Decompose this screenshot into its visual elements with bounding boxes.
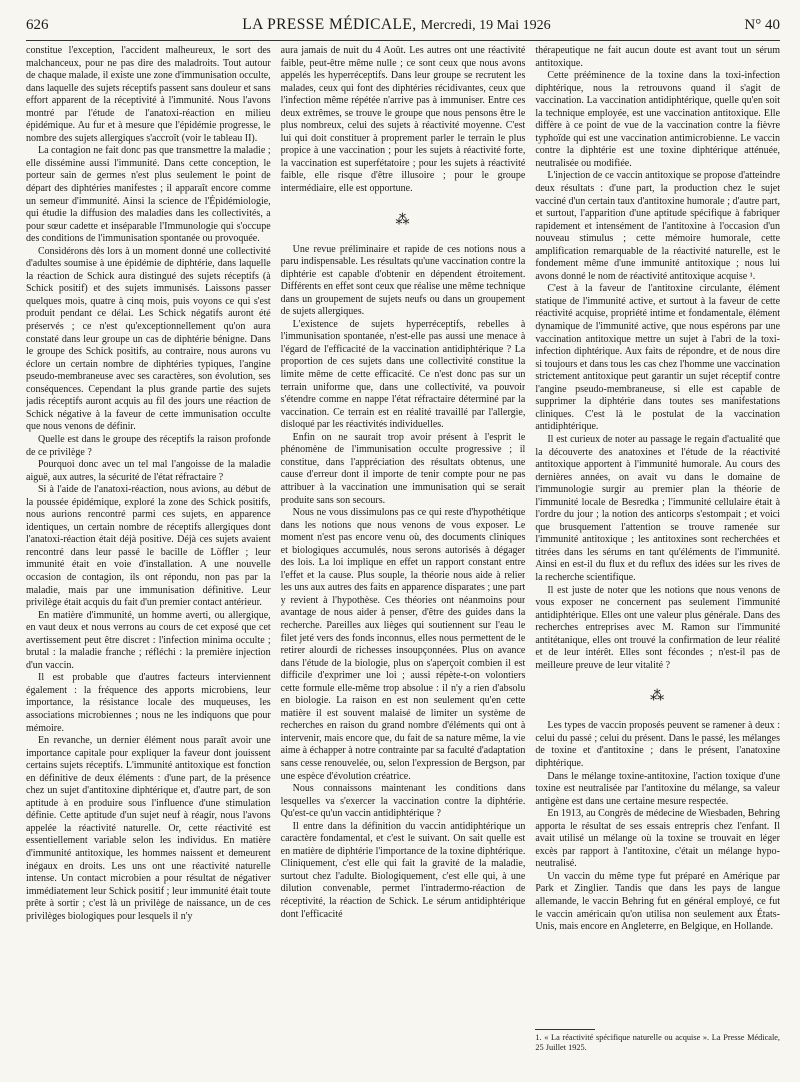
page-number: 626 (26, 17, 49, 33)
section-separator: ⁂ (650, 689, 666, 705)
paragraph: Nous ne vous dissimulons pas ce qui reste d'hypothétique dans les notions que nous venons de vous exposer. Le moment n'est pas encore venu où, des documents cliniques et biologiques accumulés, nous serons autorisés à dégager des lois. La loi implique en effet un rapport constant entre l'effet et la cause. Plus souple, la théorie nous aide à relier les uns aux autres des faits en apparence disparates ; une part y revient à l'hypothèse. Ces théories ont néanmoins pour avantage de nous aider à penser, d'être des guides dans la recherche. Pareilles aux lièges qui soutiennent sur l'eau le filet jeté vers des fonds inconnus, elles nous permettent de le retirer alourdi de richesses insoupçonnées. Plus on avance dans l'étude de la biologie, plus on s'aperçoit combien il est difficile d'exprimer une loi ; aussi répète-t-on volontiers cette formule elle-même trop absolue : il n'y a rien d'absolu en biologie. La raison en est non seulement qu'en cette matière il est souvent malaisé de limiter un système de recherches en raison du grand nombre d'éléments qui ont à intervenir, mais encore que, du fait de sa nature même, la vie aime à échapper à notre contrainte par sa faculté d'adaptation sans cesse renouvelée, ou, selon l'expression de Bergson, par une espèce d'évolution créatrice. (280, 507, 526, 782)
paragraph: Une revue préliminaire et rapide de ces notions nous a paru indispensable. Les résultats qu'une vaccination contre la diphtérie est capable d'obtenir en dépendent étroitement. Différents en effet sont ceux que réalise une même technique dans un groupement de sujets neufs ou dans un groupement de sujets allergiques. (280, 243, 526, 318)
paragraph: La contagion ne fait donc pas que transmettre la maladie ; elle dissémine aussi l'immunité. Dans cette conception, le porteur sain de germes n'est plus seulement le point de départ des diphtéries manifestes ; il apparaît encore comme un semeur d'immunité. Ainsi la science de l'Épidémiologie, qui étudie la diffusion des maladies dans les collectivités, a pour sœur cadette et inséparable l'Immunologie qui s'occupe des conditions de l'immunisation spontanée ou provoquée. (26, 145, 271, 245)
footnote (535, 1029, 780, 1053)
paragraph: Dans le mélange toxine-antitoxine, l'action toxique d'une toxine est neutralisée par l'antitoxine du mélange, sa valeur antigène est dans une certaine mesure respectée. (535, 770, 781, 807)
paragraph: Il est probable que d'autres facteurs interviennent également : la fréquence des apports microbiens, leur importance, la résistance locale des muqueuses, les associations microbiennes ; nous ne les indiquons que pour mémoire. (26, 672, 271, 734)
paragraph: Quelle est dans le groupe des réceptifs la raison profonde de ce privilège ? (26, 433, 271, 458)
column-2 (281, 45, 526, 1063)
paragraph: En revanche, un dernier élément nous paraît avoir une importance capitale pour expliquer la faveur dont jouissent certains sujets réceptifs. L'immunité antitoxique est fonction en définitive de deux éléments : d'une part, de la présence chez un sujet d'antitoxine diphtérique et, d'autre part, de son aptitude à en produire sous l'influence d'une stimulation définie. Cette aptitude d'un sujet neuf à réagir, nous l'avons appelée la réactivité naturelle. Or, cette réactivité est essentiellement variable selon les individus. En matière d'immunité antitoxique, les hommes naissent et demeurent inégaux en droits. Les uns ont une réactivité naturelle intense. Un contact microbien a pour résultat de négativer immédiatement leur Schick positif ; leur immunité était toute prête à sortir ; c'est là un privilège de naissance, un de ces privilèges biologiques pour lesquels il n'y (26, 735, 271, 922)
paragraph: Il est curieux de noter au passage le regain d'actualité que la découverte des anatoxines et l'étude de la réactivité antitoxique apportent à l'immunité humorale. Au cours des dernières années, on avait vu dans le domaine de l'immunologie surgir au premier plan la théorie de l'immunité locale de Besredka ; l'immunité cellulaire était à l'ordre du jour ; la notion des anticorps s'estompait ; et voici que brusquement l'attention se trouve ramenée sur l'immunité antitoxique ; les antitoxines sont recherchées et titrées dans les sérums en tant qu'éléments de l'immunité. Ainsi en est-il du flux et du reflux des idées sur les rives de la recherche scientifique. (535, 433, 781, 583)
journal-name: LA PRESSE MÉDICALE, (242, 16, 417, 33)
paragraph: Il entre dans la définition du vaccin antidiphtérique un caractère fondamental, et c'est le suivant. On sait quelle est en matière de diphtérie l'importance de la toxine diphtérique. Cliniquement, c'est elle qui fait la gravité de la maladie, surtout chez l'adulte. Biologiquement, c'est elle qui, à une dilution convenable, permet l'intradermo-réaction de réceptivité, la réaction de Schick. Le sérum antidiphtérique dont l'efficacité (280, 820, 526, 920)
header-rule (26, 40, 780, 41)
footnote-rule (535, 1029, 595, 1030)
paragraph: En 1913, au Congrès de médecine de Wiesbaden, Behring apporta le résultat de ses essais entrepris chez l'enfant. Il avait utilisé un mélange où la toxine se trouvait en léger excès par rapport à l'antitoxine, c'était un mélange hypo-neutralisé. (535, 808, 781, 870)
article-columns (26, 45, 780, 1063)
paragraph: En matière d'immunité, un homme averti, ou allergique, en vaut deux et nous verrons au cours de cet exposé que cet avertissement peut être discret : l'infection minima occulte ; brutal : la maladie franche ; réfléchi : la première injection d'un vaccin. (26, 609, 271, 671)
paragraph: Il est juste de noter que les notions que nous venons de vous exposer ne concernent pas seulement l'immunité antidiphtérique. Elles ont une valeur plus générale. Dans des recherches entreprises avec M. Ramon sur l'immunité antitétanique, elles ont trouvé la confirmation de leur réalité et de leur intérêt. Elles sont fécondes ; n'est-il pas de meilleure preuve de leur vitalité ? (535, 584, 781, 671)
paragraph: Nous connaissons maintenant les conditions dans lesquelles va s'exercer la vaccination contre la diphtérie. Qu'est-ce qu'un vaccin antidiphtérique ? (280, 783, 526, 820)
paragraph: Enfin on ne saurait trop avoir présent à l'esprit le phénomène de l'immunisation occulte progressive ; il constitue, dans l'appréciation des résultats obtenus, une cause d'erreur dont il importe de tenir compte pour ne pas attribuer à la vaccination une immunisation qui se serait produite sans son secours. (280, 431, 526, 506)
paragraph: L'injection de ce vaccin antitoxique se propose d'atteindre deux résultats : d'une part, la production chez le sujet vacciné d'un certain taux d'antitoxine humorale ; d'autre part, et surtout, l'apparition d'une aptitude spécifique à fabriquer rapidement et intensément de l'antitoxine à l'occasion d'un nouveau stimulus ; cette mémoire humorale, cette amplification remarquable de la réactivité naturelle, est le fondement même d'une immunité antitoxique ; nous lui avons donné le nom de réactivité antitoxique acquise ¹. (535, 170, 781, 282)
paragraph: Cette prééminence de la toxine dans la toxi-infection diphtérique, nous la retrouvons quand il s'agit de vaccination. La vaccination antidiphtérique, quelle qu'en soit la technique employée, est une vaccination antitoxique. Elle diffère à ce point de vue de la vaccination contre la fièvre typhoïde qui est une vaccination antimicrobienne. Le vaccin contre la diphtérie est une toxine diphtérique atténuée, neutralisée ou modifiée. (535, 70, 781, 169)
paragraph: aura jamais de nuit du 4 Août. Les autres ont une réactivité faible, peut-être même nulle ; ce sont ceux que nous avons appelés les hyperréceptifs. Dans leur groupe se recrutent les malades, ceux qui font des diphtéries récidivantes, ceux que l'infection même répétée n'arrive pas à immuniser. Entre ces deux extrêmes, se trouve le groupe que nous pensons être le plus nombreux, celui des sujets à réactivité moyenne. C'est lui qui doit constituer à proprement parler le terrain le plus propice à une vaccination ; pour les sujets à réactivité forte, la vaccination est superfétatoire ; pour les sujets à réactivité faible, elle risque d'être illusoire ; pour le groupe intermédiaire, elle est opportune. (280, 45, 526, 195)
column-1 (26, 45, 271, 1063)
footnote-text: 1. « La réactivité spécifique naturelle ou acquise ». La Presse Médicale, 25 Juillet 1925. (535, 1033, 781, 1052)
page-header (26, 16, 780, 46)
paragraph: Les types de vaccin proposés peuvent se ramener à deux : celui du passé ; celui du présent. Dans le passé, les mélanges de toxine et d'antitoxine ; dans le présent, l'anatoxine diphtérique. (535, 720, 781, 769)
paragraph: Considérons dès lors à un moment donné une collectivité d'adultes soumise à une épidémie de diphtérie, dans laquelle la réaction de Schick aura distingué des sujets réceptifs (à Schick positif) et des sujets immunisés. Laissons passer quelques mois, quatre à cinq mois, puis voyons ce qui s'est produit pendant ce délai. Les Schick négatifs auront été préservés ; ce n'est qu'exceptionnellement qu'on aura constaté dans leur groupe un cas de diphtérie bénigne. Dans le groupe des Schick positifs, au contraire, nous aurons vu éclore un certain nombre de diphtéries typiques, l'angine pseudo-membraneuse avec ses caractères, son évolution, ses conséquences. Cependant la plus grande partie des sujets jadis réceptifs auront acquis au fil des jours une réaction de Schick négative à la faveur de cette immunisation occulte que nous venons de définir. (26, 245, 271, 433)
paragraph: Si à l'aide de l'anatoxi-réaction, nous avions, au début de la poussée épidémique, exploré la zone des Schick positifs, nous aurions rencontré parmi ces sujets, en apparence identiques, un certain nombre de réceptifs allergiques dont l'anatoxi-réaction était déjà positive. Déjà ces sujets avaient rencontré dans leur passé le bacille de Löffler ; leur immunité était en voie d'installation. A une nouvelle occasion de contagion, ils ont répondu, non pas par la maladie, mais par une immunisation définitive. Leur privilège était acquis du fait d'un premier contact antérieur. (26, 484, 271, 609)
issue-date: Mercredi, 19 Mai 1926 (420, 18, 551, 33)
paragraph: Pourquoi donc avec un tel mal l'angoisse de la maladie aiguë, aux autres, la sécurité de l'état réfractaire ? (26, 459, 271, 483)
paragraph: L'existence de sujets hyperréceptifs, rebelles à l'immunisation spontanée, n'est-elle pas aussi une menace à l'égard de l'efficacité de la vaccination antidiphtérique ? La proportion de ces sujets dans une collectivité constitue la limite même de cette efficacité. Ce n'est donc pas sur un terrain uniforme que, dans une collectivité, va pouvoir s'étendre comme en nappe l'état réfractaire déterminé par la vaccination. Ce terrain est en réalité travaillé par l'allergie, disloqué par les réactivités individuelles. (280, 318, 526, 431)
paragraph: Un vaccin du même type fut préparé en Amérique par Park et Zinglier. Tandis que dans les pays de langue allemande, le vaccin Behring fut en général employé, ce fut le vaccin américain qu'on utilisa non seulement aux États-Unis, mais encore en Angleterre, en Belgique, en Hollande. (535, 870, 781, 933)
journal-title (242, 16, 550, 34)
column-3 (535, 45, 780, 1063)
section-separator: ⁂ (395, 212, 411, 228)
paragraph: C'est à la faveur de l'antitoxine circulante, élément statique de l'immunité active, et surtout à la faveur de cette réactivité acquise, propriété intime et fondamentale, élément dynamique de l'immunité active, que nous espérons par une vaccination antitoxique mettre un sujet à l'abri de la toxi-infection diphtérique. Aux faits de répondre, et de nous dire si toujours et dans tous les cas chez l'homme une vaccination strictement antitoxique peut garantir un sujet réceptif contre l'angine pseudo-membraneuse, si elle est capable de supprimer la diphtérie dans toutes ses manifestations cliniques. C'est là le postulat de la vaccination antidiphtérique. (535, 283, 781, 433)
paragraph: constitue l'exception, l'accident malheureux, le sort des malchanceux, pour ne pas dire des maladroits. Tout autour de chaque malade, il existe une zone d'immunisation occulte, dans laquelle des sujets réceptifs passent sans douleur et sans effort apparent de la réceptivité à l'immunité. Nous l'avons montré par l'étude de l'anatoxi-réaction en milieu épidémique. Au fur et à mesure que l'épidémie progresse, le nombre des sujets allergiques s'accroît (voir le tableau II). (26, 45, 271, 144)
issue-number: N° 40 (744, 17, 780, 33)
paragraph: thérapeutique ne fait aucun doute est avant tout un sérum antitoxique. (535, 45, 781, 69)
